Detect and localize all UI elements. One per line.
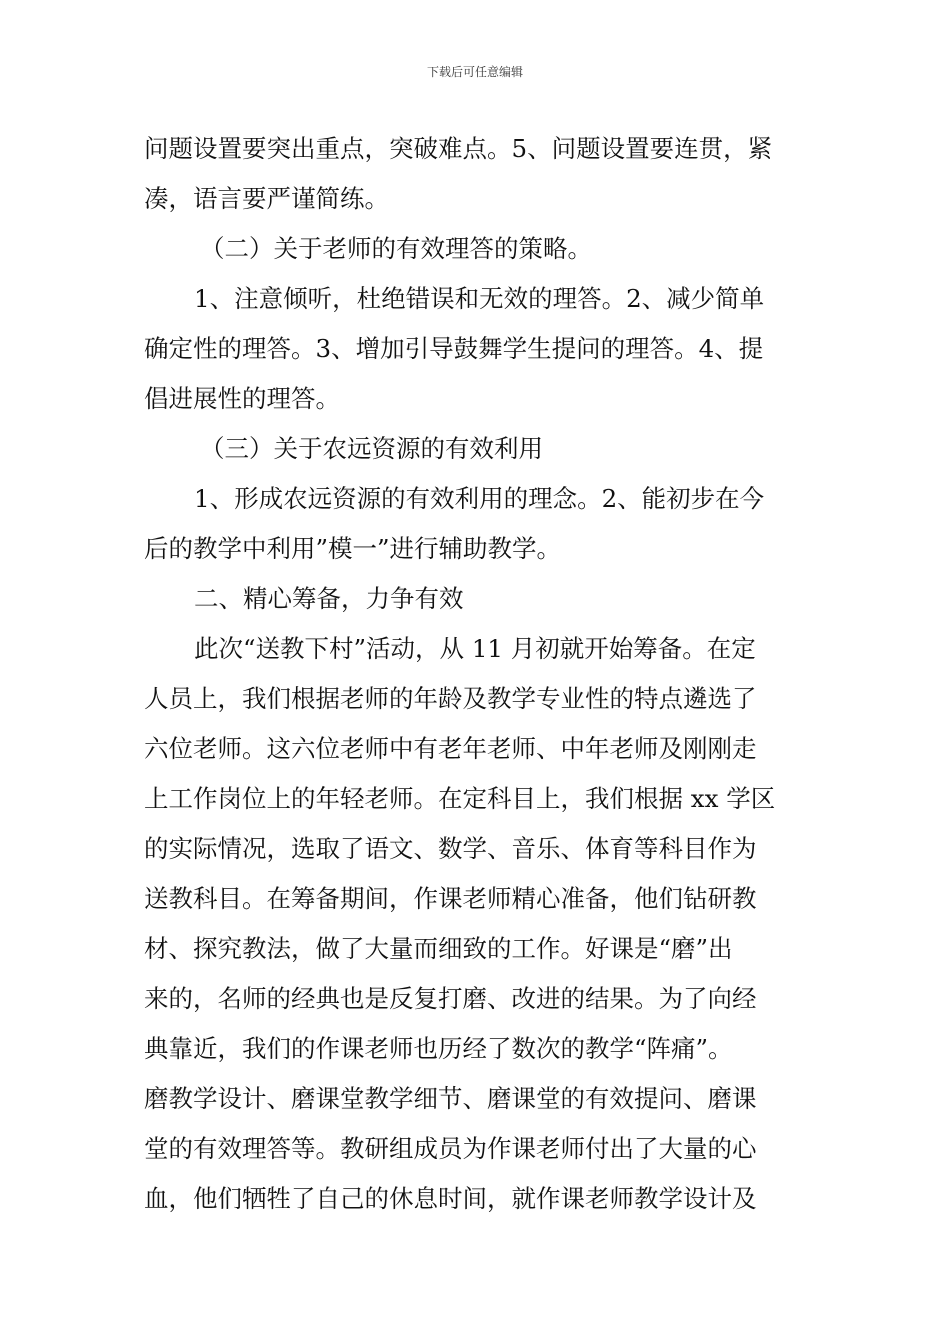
text-line: 凑，语言要严谨简练。 [144, 184, 389, 213]
text-line: 典靠近，我们的作课老师也历经了数次的教学“阵痛”。 [144, 1034, 733, 1063]
text-line: 送教科目。在筹备期间，作课老师精心准备，他们钻研教 [144, 884, 757, 913]
page-header: 下载后可任意编辑 [426, 65, 523, 79]
text-line: 上工作岗位上的年轻老师。在定科目上，我们根据 xx 学区 [144, 784, 776, 813]
section-heading: （三）关于农远资源的有效利用 [200, 434, 543, 463]
text-line: 此次“送教下村”活动，从 11 月初就开始筹备。在定 [194, 634, 756, 663]
text-line: 1、形成农远资源的有效利用的理念。2、能初步在今 [194, 484, 765, 513]
text-line: 问题设置要突出重点，突破难点。5、问题设置要连贯，紧 [144, 134, 773, 163]
text-line: 堂的有效理答等。教研组成员为作课老师付出了大量的心 [144, 1134, 757, 1163]
document-body [144, 124, 808, 1224]
section-heading: （二）关于老师的有效理答的策略。 [200, 234, 592, 263]
text-line: 血，他们牺牲了自己的休息时间，就作课老师教学设计及 [144, 1184, 757, 1213]
section-heading: 二、精心筹备，力争有效 [194, 584, 464, 613]
text-line: 材、探究教法，做了大量而细致的工作。好课是“磨”出 [144, 934, 733, 963]
text-line: 后的教学中利用”模一”进行辅助教学。 [144, 534, 562, 563]
text-line: 六位老师。这六位老师中有老年老师、中年老师及刚刚走 [144, 734, 757, 763]
text-line: 磨教学设计、磨课堂教学细节、磨课堂的有效提问、磨课 [144, 1084, 757, 1113]
text-line: 确定性的理答。3、增加引导鼓舞学生提问的理答。4、提 [144, 334, 764, 363]
text-line: 1、注意倾听，杜绝错误和无效的理答。2、减少简单 [194, 284, 765, 313]
text-line: 倡进展性的理答。 [144, 384, 340, 413]
text-line: 人员上，我们根据老师的年龄及教学专业性的特点遴选了 [144, 684, 757, 713]
text-line: 来的，名师的经典也是反复打磨、改进的结果。为了向经 [144, 984, 757, 1013]
text-line: 的实际情况，选取了语文、数学、音乐、体育等科目作为 [144, 834, 757, 863]
